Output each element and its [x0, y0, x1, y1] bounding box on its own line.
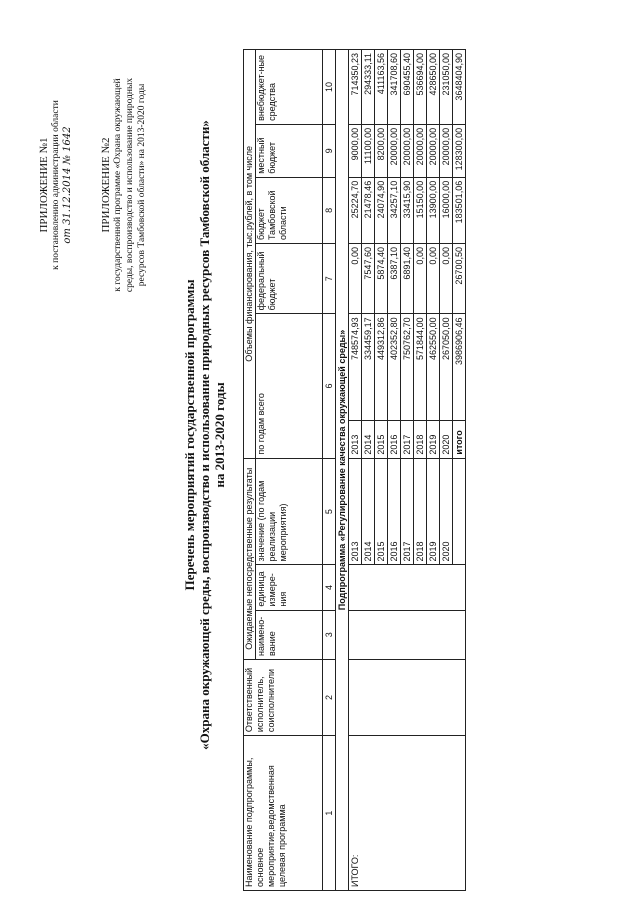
year-cell: 2019 [427, 421, 440, 458]
title-line: «Охрана окружающей среды, воспроизводство и использование природных ресурсов Тамбовской области» [197, 120, 212, 750]
federal-cell: 6891,40 [401, 244, 414, 314]
column-number: 9 [323, 124, 336, 177]
exp-name-cell [349, 610, 466, 659]
exp-unit-cell [349, 565, 466, 610]
federal-cell: 6387,10 [388, 244, 401, 314]
appendix-2-title: ПРИЛОЖЕНИЕ №2 [100, 137, 112, 233]
total-cell: 571844,00 [414, 314, 427, 421]
appendix-2-block [100, 70, 148, 300]
exp-year: 2016 [388, 458, 401, 565]
local-cell: 128300,00 [453, 124, 466, 177]
appendix-2-line: к государственной программе «Охрана окружающей [113, 78, 123, 292]
total-cell: 402352,80 [388, 314, 401, 421]
appendix-2-line: среды, воспроизводство и использование природных [125, 77, 135, 293]
exp-year: 2014 [362, 458, 375, 565]
regional-cell: 25224,70 [349, 177, 362, 243]
document-title [182, 115, 227, 755]
column-number: 5 [323, 458, 336, 565]
regional-cell: 33415,90 [401, 177, 414, 243]
regional-cell: 183501,06 [453, 177, 466, 243]
column-number: 1 [323, 736, 336, 891]
extrabudget-cell: 3648404,90 [453, 50, 466, 125]
title-line: на 2013-2020 годы [212, 382, 227, 488]
regional-cell: 16000,00 [440, 177, 453, 243]
year-cell: 2017 [401, 421, 414, 458]
extrabudget-cell: 714350,23 [349, 50, 362, 125]
year-cell: 2018 [414, 421, 427, 458]
exp-year: 2015 [375, 458, 388, 565]
federal-cell: 0,00 [414, 244, 427, 314]
column-number: 7 [323, 244, 336, 314]
regional-cell: 21478,46 [362, 177, 375, 243]
column-number: 4 [323, 565, 336, 610]
year-cell: 2020 [440, 421, 453, 458]
column-number: 8 [323, 177, 336, 243]
appendix-1-date-number: от 31.12.2014 № 1642 [62, 126, 73, 244]
local-cell: 9000,00 [349, 124, 362, 177]
year-cell: 2014 [362, 421, 375, 458]
federal-cell: 0,00 [427, 244, 440, 314]
federal-cell: 26700,50 [453, 244, 466, 314]
exp-year: 2019 [427, 458, 440, 565]
column-number: 3 [323, 610, 336, 659]
exp-year: 2020 [440, 458, 453, 565]
local-cell: 20000,00 [401, 124, 414, 177]
total-cell: 3986906,46 [453, 314, 466, 421]
appendix-2-line: ресурсов Тамбовской области» на 2013-2020 годы [137, 83, 147, 287]
extrabudget-cell: 536694,00 [414, 50, 427, 125]
column-number: 6 [323, 314, 336, 458]
appendix-1-block [38, 70, 74, 300]
column-number-row [323, 50, 336, 891]
extrabudget-cell: 428650,00 [427, 50, 440, 125]
appendix-1-title: ПРИЛОЖЕНИЕ №1 [38, 137, 50, 233]
subprogram-row [336, 50, 349, 891]
local-cell: 20000,00 [388, 124, 401, 177]
column-number: 10 [323, 50, 336, 125]
total-cell: 748574,93 [349, 314, 362, 421]
local-cell: 8200,00 [375, 124, 388, 177]
appendix-1-line: к постановлению администрации области [51, 100, 61, 270]
regional-cell: 24074,90 [375, 177, 388, 243]
extrabudget-cell: 411163,56 [375, 50, 388, 125]
measures-table [243, 49, 466, 891]
regional-cell: 13900,00 [427, 177, 440, 243]
extrabudget-cell: 341708,60 [388, 50, 401, 125]
year-cell: 2016 [388, 421, 401, 458]
federal-cell: 0,00 [349, 244, 362, 314]
exp-year [453, 458, 466, 565]
total-label: ИТОГО: [349, 736, 466, 891]
exp-year: 2013 [349, 458, 362, 565]
extrabudget-cell: 294333,11 [362, 50, 375, 125]
header-exp-value: значение (по годам реализации мероприятия) [256, 458, 323, 565]
extrabudget-cell: 231050,00 [440, 50, 453, 125]
federal-cell: 5874,40 [375, 244, 388, 314]
total-cell: 267050,00 [440, 314, 453, 421]
header-exp-unit: единица измере-ния [256, 565, 323, 610]
header-expected-results: Ожидаемые непосредственные результаты [244, 458, 256, 659]
year-cell: 2013 [349, 421, 362, 458]
responsible-cell [349, 659, 466, 735]
total-cell: 334459,17 [362, 314, 375, 421]
federal-cell: 0,00 [440, 244, 453, 314]
header-federal: федеральный бюджет [256, 244, 323, 314]
table-row [349, 50, 362, 891]
year-cell: 2015 [375, 421, 388, 458]
local-cell: 20000,00 [427, 124, 440, 177]
header-extrabudget: внебюджет-ные средства [256, 50, 323, 125]
extrabudget-cell: 690455,40 [401, 50, 414, 125]
regional-cell: 34257,10 [388, 177, 401, 243]
header-funding: Объемы финансирования, тыс.рублей, в том числе [244, 50, 256, 459]
year-cell-total: итого [453, 421, 466, 458]
header-funding-total: по годам всего [256, 314, 323, 458]
title-line: Перечень мероприятий государственной программы [182, 279, 197, 591]
column-number: 2 [323, 659, 336, 735]
regional-cell: 15150,00 [414, 177, 427, 243]
total-cell: 462550,00 [427, 314, 440, 421]
header-exp-name: наимено-вание [256, 610, 323, 659]
total-cell: 750762,70 [401, 314, 414, 421]
exp-year: 2018 [414, 458, 427, 565]
header-regional: бюджет Тамбовской области [256, 177, 323, 243]
local-cell: 20000,00 [414, 124, 427, 177]
federal-cell: 7547,60 [362, 244, 375, 314]
header-responsible: Ответственный исполнитель, соисполнители [244, 659, 323, 735]
subprogram-title: Подпрограмма «Регулирование качества окружающей среды» [336, 50, 349, 891]
table-header-row [244, 50, 256, 891]
total-cell: 449312,86 [375, 314, 388, 421]
header-name: Наименование подпрограммы, основное мероприятие,ведомственная целевая программа [244, 736, 323, 891]
header-local: местный бюджет [256, 124, 323, 177]
local-cell: 11100,00 [362, 124, 375, 177]
local-cell: 20000,00 [440, 124, 453, 177]
exp-year: 2017 [401, 458, 414, 565]
